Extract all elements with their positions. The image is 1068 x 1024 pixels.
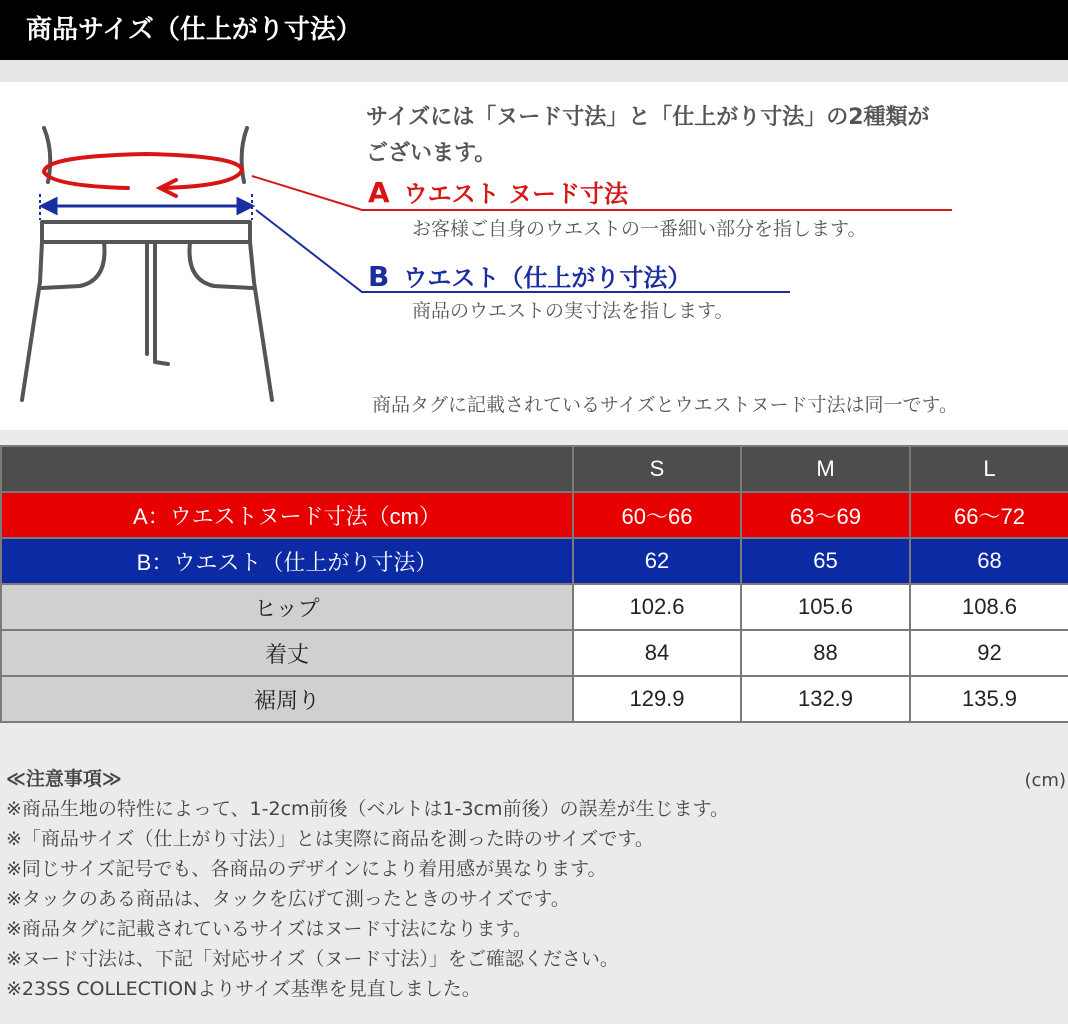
unit-label: (cm) xyxy=(1024,770,1066,791)
table-header-row xyxy=(1,446,1068,492)
cell-value: 65 xyxy=(741,538,910,584)
note-item: ※商品タグに記載されているサイズはヌード寸法になります。 xyxy=(6,918,532,940)
table-row-length xyxy=(1,630,1068,676)
label-waist-nude xyxy=(368,174,628,209)
cell-value: 135.9 xyxy=(910,676,1068,722)
cell-value: 68 xyxy=(910,538,1068,584)
torso-outline-icon xyxy=(22,128,272,400)
label-b-letter: B xyxy=(368,260,390,293)
cell-value: 60〜66 xyxy=(573,492,741,538)
page-title: 商品サイズ（仕上がり寸法） xyxy=(0,0,1068,60)
desc-waist-finished: 商品のウエストの実寸法を指します。 xyxy=(412,300,734,322)
label-a-title: ウエスト ヌード寸法 xyxy=(403,180,629,208)
cell-value: 132.9 xyxy=(741,676,910,722)
note-item: ※ヌード寸法は、下記「対応サイズ（ヌード寸法）」をご確認ください。 xyxy=(6,948,619,970)
note-item: ※23SS COLLECTIONよりサイズ基準を見直しました。 xyxy=(6,978,481,1000)
label-b-title: ウエスト（仕上がり寸法） xyxy=(403,264,692,292)
waist-nude-arrow-icon xyxy=(44,154,242,196)
note-item: ※同じサイズ記号でも、各商品のデザインにより着用感が異なります。 xyxy=(6,858,607,880)
size-explanation-panel xyxy=(0,82,1068,430)
cell-value: 62 xyxy=(573,538,741,584)
notes-title: ≪注意事項≫ xyxy=(6,768,122,790)
table-row-waist-nude xyxy=(1,492,1068,538)
row-label: 着丈 xyxy=(1,630,573,676)
notes-section xyxy=(6,764,1066,1004)
tag-size-note: 商品タグに記載されているサイズとウエストヌード寸法は同一です。 xyxy=(372,394,958,416)
row-label: 裾周り xyxy=(1,676,573,722)
note-item: ※商品生地の特性によって、1-2cm前後（ベルトは1-3cm前後）の誤差が生じます。 xyxy=(6,798,729,820)
row-label: A：ウエストヌード寸法（cm） xyxy=(1,492,573,538)
note-item: ※タックのある商品は、タックを広げて測ったときのサイズです。 xyxy=(6,888,570,910)
cell-value: 84 xyxy=(573,630,741,676)
cell-value: 102.6 xyxy=(573,584,741,630)
header-size-l: L xyxy=(910,446,1068,492)
cell-value: 108.6 xyxy=(910,584,1068,630)
cell-value: 105.6 xyxy=(741,584,910,630)
row-label: B：ウエスト（仕上がり寸法） xyxy=(1,538,573,584)
cell-value: 88 xyxy=(741,630,910,676)
header-blank-cell xyxy=(1,446,573,492)
divider xyxy=(0,60,1068,82)
row-label: ヒップ xyxy=(1,584,573,630)
cell-value: 66〜72 xyxy=(910,492,1068,538)
intro-line-2: ございます。 xyxy=(366,141,497,166)
cell-value: 92 xyxy=(910,630,1068,676)
table-row-waist-finished xyxy=(1,538,1068,584)
header-size-m: M xyxy=(741,446,910,492)
cell-value: 63〜69 xyxy=(741,492,910,538)
table-row-hip xyxy=(1,584,1068,630)
label-a-letter: A xyxy=(368,176,390,209)
waist-finished-arrow-icon xyxy=(42,199,252,213)
table-row-hem xyxy=(1,676,1068,722)
note-item: ※「商品サイズ（仕上がり寸法）」とは実際に商品を測った時のサイズです。 xyxy=(6,828,654,850)
size-intro-text xyxy=(366,100,1066,172)
label-waist-finished xyxy=(368,258,691,293)
size-table xyxy=(0,445,1068,723)
desc-waist-nude: お客様ご自身のウエストの一番細い部分を指します。 xyxy=(412,218,867,240)
header-size-s: S xyxy=(573,446,741,492)
cell-value: 129.9 xyxy=(573,676,741,722)
intro-line-1: サイズには「ヌード寸法」と「仕上がり寸法」の2種類が xyxy=(366,105,930,130)
